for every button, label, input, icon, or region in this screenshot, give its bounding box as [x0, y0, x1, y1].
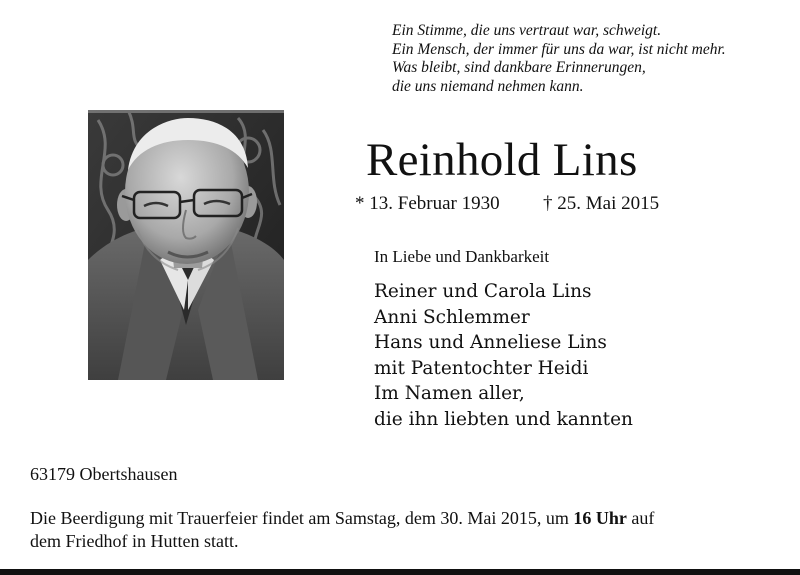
mourner-line: Reiner und Carola Lins: [374, 281, 592, 302]
mourner-line: Anni Schlemmer: [374, 306, 530, 328]
poem-line: Was bleibt, sind dankbare Erinnerungen,: [392, 59, 646, 76]
memorial-poem: [392, 22, 792, 96]
portrait-photo: [88, 110, 284, 380]
place-of-residence: 63179 Obertshausen: [30, 464, 178, 484]
deceased-name: Reinhold Lins: [366, 134, 638, 186]
mourners-intro: In Liebe und Dankbarkeit: [374, 247, 550, 266]
funeral-line-1: [30, 507, 790, 530]
mourner-line: die ihn liebten und kannten: [374, 408, 633, 430]
funeral-announcement: [30, 507, 790, 553]
funeral-time: 16 Uhr: [573, 508, 627, 528]
funeral-line-2: dem Friedhof in Hutten statt.: [30, 531, 239, 551]
poem-line: Ein Stimme, die uns vertraut war, schweigt.: [392, 22, 662, 39]
funeral-text: auf: [626, 508, 655, 528]
birth-date: * 13. Februar 1930: [355, 193, 500, 214]
mourner-line: mit Patentochter Heidi: [374, 357, 589, 379]
mourner-line: Im Namen aller,: [374, 383, 525, 405]
poem-line: Ein Mensch, der immer für uns da war, ist nicht mehr.: [392, 40, 726, 58]
funeral-text: Die Beerdigung mit Trauerfeier findet am Samstag, dem 30. Mai 2015, um: [30, 508, 574, 528]
poem-line: die uns niemand nehmen kann.: [392, 77, 584, 95]
mourner-line: Hans und Anneliese Lins: [374, 332, 607, 354]
life-dates: [355, 192, 660, 216]
mourners-list: [374, 279, 633, 433]
death-date: † 25. Mai 2015: [543, 193, 660, 214]
